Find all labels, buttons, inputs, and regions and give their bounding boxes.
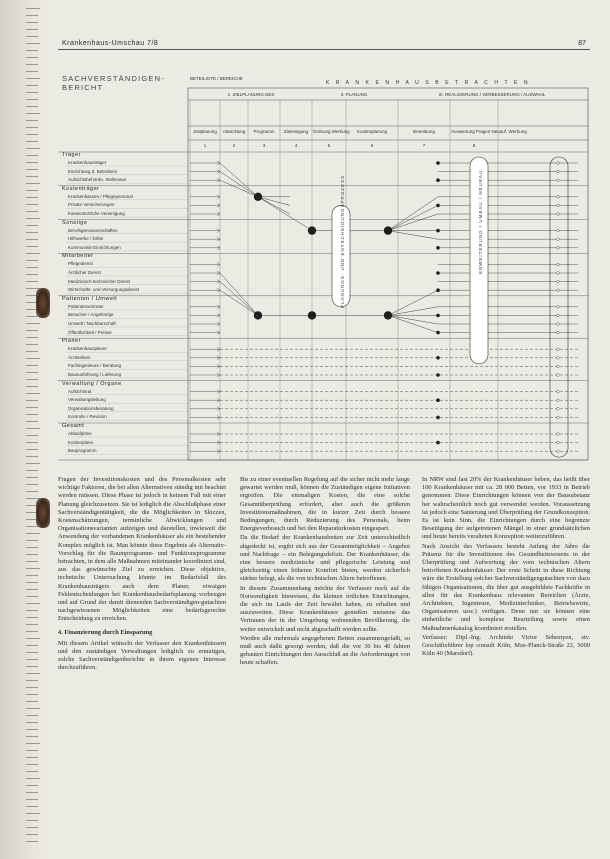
paragraph: Nach Ansicht des Verfassers besteht Anfang der Jahre die Präsenz für die Investitionen des Gesundheitswesens in der Überprüfung und Aufwertung der vom technischen Altern betroffenen Krankenhäuser. Der erste Schritt in diese Richtung wäre die Erstellung solcher Sachverständigengutachten von dazu fähigen Organisationen, die über gut ausgebildete Fachkräfte in allen für das Krankenhaus relevanten Bereichen (Ärzte, Architekten, Ingenieure, Medizintechniker, Betriebswirte, Organisatoren usw.) verfügen. Denn nur sie können eine einheitliche und komplexe Beurteilung sowie einen Maßnahmenkatalog koordiniert erstellen. <box>422 542 590 632</box>
endpoint-node <box>557 247 560 250</box>
paragraph: Werden alle mehrmals angegebenen Betten zusammengefaßt, so muß auch daßü gesorgt werden, daß die vor 30 bis 40 Jahren gebauten Einrichtungen den Ausschluß an die Anforderungen von heute schaffen. <box>240 634 410 667</box>
flow-line <box>388 290 438 315</box>
ruler-tick <box>26 708 40 709</box>
ruler-tick <box>26 743 40 744</box>
vertical-label-process: PLANUNGS- UND ENTSCHEIDUNGSPROZESS <box>340 174 345 308</box>
process-node-small <box>436 178 440 182</box>
process-node-small <box>436 229 440 233</box>
ruler-tick <box>26 246 38 247</box>
endpoint-node <box>557 331 560 334</box>
ruler-tick <box>26 148 40 149</box>
endpoint-node <box>557 289 560 292</box>
flow-line <box>388 197 438 231</box>
ruler-tick <box>26 638 40 639</box>
process-node-small <box>436 204 440 208</box>
ruler-tick <box>26 15 38 16</box>
ruler-tick <box>26 190 38 191</box>
column-number: 3 <box>262 143 266 148</box>
column-number: 4 <box>294 143 298 148</box>
process-node-small <box>436 314 440 318</box>
ruler-tick <box>26 183 40 184</box>
ruler-tick <box>26 617 38 618</box>
ruler-tick <box>26 596 38 597</box>
process-node <box>384 311 392 319</box>
process-node-small <box>436 416 440 420</box>
running-head <box>58 38 590 50</box>
endpoint-node <box>557 263 560 266</box>
ruler-tick <box>26 491 38 492</box>
ruler-tick <box>26 225 38 226</box>
column-header: Kostenplanung <box>356 129 388 134</box>
ruler-tick <box>26 673 40 674</box>
ruler-tick <box>26 274 38 275</box>
process-node <box>308 311 316 319</box>
ruler-tick <box>26 652 38 653</box>
ruler-tick <box>26 694 38 695</box>
endpoint-node <box>557 408 560 411</box>
flow-line <box>388 231 438 240</box>
ruler-tick <box>26 645 38 646</box>
ruler-tick <box>26 400 38 401</box>
endpoint-node <box>557 229 560 232</box>
phase-2-title: II. PLANUNG <box>340 92 368 97</box>
endpoint-node <box>557 162 560 165</box>
ruler-tick <box>26 407 38 408</box>
process-node-small <box>436 271 440 275</box>
ruler-tick <box>26 92 38 93</box>
participant-label: Krankenkassen / Pflegepersonal <box>68 193 133 199</box>
process-node <box>384 226 392 234</box>
participant-label: Architekten <box>68 354 91 360</box>
endpoint-node <box>557 170 560 173</box>
ruler-tick <box>26 442 38 443</box>
endpoint-node <box>557 441 560 444</box>
ruler-tick <box>26 351 38 352</box>
flow-line <box>258 197 290 206</box>
ruler-tick <box>26 575 38 576</box>
ruler-tick <box>26 764 38 765</box>
ruler-tick <box>26 134 38 135</box>
ruler-tick <box>26 267 38 268</box>
ruler-tick <box>26 666 38 667</box>
ruler-tick <box>26 806 38 807</box>
column-number: 2 <box>232 143 236 148</box>
participant-label: Medizinisch-technischer Dienst <box>68 278 131 284</box>
ruler-tick <box>26 820 38 821</box>
ruler-tick <box>26 750 38 751</box>
paragraph: Da die Bedarf der Krankenhausbetten zur Zeit unterschiedlich abgedeckt ist, ergibt sich aus der Gesamtmöglichkeit – Angebot und Nachfrage – ein Belegungsdefizit. Der Krankenhäuser, die eine bessere medizinische und pflegerische Leistung und gleichzeitig einen höheren Komfort bieten, werden sicherlich stärker belegt, als die von technischen Altern betroffenen. <box>240 534 410 583</box>
ruler-tick <box>26 568 40 569</box>
column-number: 6 <box>370 143 374 148</box>
ruler-tick <box>26 393 40 394</box>
endpoint-node <box>557 348 560 351</box>
ruler-tick <box>26 50 38 51</box>
group-title: Mitarbeiter <box>62 253 94 260</box>
participant-label: Aufsichtsbehörde, Stellenaus <box>68 177 127 183</box>
process-node-small <box>436 356 440 360</box>
ruler-tick <box>26 29 38 30</box>
group-title: Planer <box>62 338 81 345</box>
ruler-tick <box>26 526 38 527</box>
flow-line <box>388 315 438 324</box>
participant-label: Verwaltungsleitung <box>68 397 106 403</box>
participant-label: Umwelt / Nachbarschaft <box>68 321 116 326</box>
ruler-tick <box>26 113 40 114</box>
header-main: K R A N K E N H A U S B E T R A C H T E N <box>325 80 531 86</box>
endpoint-node <box>557 399 560 402</box>
participant-label: Einrichtung d. Betreibers <box>68 168 118 174</box>
participant-label: Kassenärztliche Vereinigung <box>68 211 125 216</box>
process-diagram <box>58 72 590 464</box>
article-columns <box>58 476 590 846</box>
participant-label: Patientenvertreter <box>68 303 104 309</box>
report-label: SACHVERSTÄNDIGEN- BERICHT <box>62 74 165 92</box>
ruler-tick <box>26 365 38 366</box>
process-node-small <box>436 288 440 292</box>
flow-line <box>388 205 438 230</box>
phase-3-title: III. REALISIERUNG / VERBESSERUNG / AUSWAHL <box>438 92 546 97</box>
ruler-tick <box>26 484 38 485</box>
participant-label: Ärztlicher Dienst <box>68 270 101 275</box>
process-node <box>308 226 316 234</box>
endpoint-node <box>557 365 560 368</box>
column-header: Programm <box>253 129 275 134</box>
endpoint-node <box>557 433 560 436</box>
ruler-tick <box>26 358 40 359</box>
column-header: Auswertung Fragen Neuauf. Werbung <box>451 129 527 134</box>
endpoint-node <box>557 416 560 419</box>
flow-line <box>258 197 312 231</box>
journal-title: Krankenhaus-Umschau 7/8 <box>62 40 159 47</box>
participant-label: Wirtschafts- und Versorgungsdienst <box>68 287 140 293</box>
column-header: Zieleinigung <box>283 129 309 134</box>
ruler-tick <box>26 78 40 79</box>
flow-line <box>258 197 290 214</box>
ruler-tick <box>26 162 38 163</box>
endpoint-node <box>557 213 560 216</box>
ruler-tick <box>26 547 38 548</box>
phase-1-title: 1. ZIELPLANUNG DES <box>227 92 275 97</box>
document-page <box>58 38 590 848</box>
group-title: Kostenträger <box>62 185 100 192</box>
ruler-tick <box>26 722 38 723</box>
punch-hole <box>36 288 50 318</box>
ruler-tick <box>26 337 38 338</box>
group-title: Verwaltung / Organe <box>62 380 122 387</box>
ruler-tick <box>26 197 38 198</box>
endpoint-node <box>557 272 560 275</box>
participant-label: Hilfswerke / Dritte <box>68 236 104 242</box>
column-number: 8 <box>472 143 476 148</box>
ruler-tick <box>26 582 38 583</box>
participant-label: Kommunale Einrichtungen <box>68 244 121 250</box>
ruler-tick <box>26 99 38 100</box>
ruler-tick <box>26 799 38 800</box>
endpoint-node <box>557 196 560 199</box>
column-header: Zeitplanung <box>193 129 217 134</box>
ruler-tick <box>26 85 38 86</box>
paragraph: Verfasser: Dipl.-Ing. Architekt Victor Sebestyen, stv. Geschäftsführer lop consult Köln, Max-Planck-Straße 22, 5000 Köln 40 (Marsdorf). <box>422 633 590 658</box>
text-column-2 <box>240 476 410 836</box>
ruler-tick <box>26 715 38 716</box>
ruler-tick <box>26 624 38 625</box>
ruler-tick <box>26 554 38 555</box>
column-number: 7 <box>422 143 426 148</box>
participant-label: Berufsgenossenschaften <box>68 227 118 233</box>
ruler-tick <box>26 813 40 814</box>
vertical-label-construction: ERWEITERUNG / UMBAU / NEUBAU <box>478 169 483 274</box>
process-node-small <box>436 246 440 250</box>
ruler-tick <box>26 22 38 23</box>
ruler-tick <box>26 120 38 121</box>
process-node-small <box>436 331 440 335</box>
ruler-tick <box>26 330 38 331</box>
participant-label: Ablaufpläne <box>68 431 92 436</box>
binder-margin <box>0 0 48 859</box>
ruler-tick <box>26 421 38 422</box>
ruler-tick <box>26 736 38 737</box>
participant-label: Aufsichtsrat <box>68 388 92 394</box>
ruler-tick <box>26 778 40 779</box>
participant-label: Kontrolle / Revision <box>68 414 107 420</box>
participant-label: Krankenhausplaner <box>68 346 108 352</box>
header-rule <box>58 49 590 50</box>
ruler-tick <box>26 729 38 730</box>
ruler-tick <box>26 771 38 772</box>
column-header: Ordnung Werkung <box>313 129 350 134</box>
ruler-tick <box>26 36 38 37</box>
ruler-tick <box>26 561 38 562</box>
ruler-tick <box>26 239 38 240</box>
ruler-tick <box>26 449 38 450</box>
ruler-tick <box>26 127 38 128</box>
group-title: Gesamt <box>62 423 85 429</box>
text-column-1 <box>58 476 226 836</box>
ruler-tick <box>26 841 38 842</box>
ruler-tick <box>26 323 40 324</box>
ruler-tick <box>26 232 38 233</box>
participant-label: Bauprogramm <box>68 448 97 454</box>
endpoint-node <box>557 390 560 393</box>
endpoint-node <box>557 314 560 317</box>
process-node <box>254 193 262 201</box>
ruler-tick <box>26 540 38 541</box>
ruler-tick <box>26 141 38 142</box>
ruler-tick <box>26 64 38 65</box>
ruler-tick <box>26 834 38 835</box>
ruler-tick <box>26 428 40 429</box>
endpoint-node <box>557 357 560 360</box>
paragraph: In NRW sind fast 20% der Krankenhäuser heben, das heißt über 100 Krankenhäuser mit ca. 28 000 Betten, vor 1933 in Betrieb genommen. Diese Einrichtungen können von der Bausubstanz her wahrscheinlich noch gut verwendet werden. Voraussetzung ist jedoch eine Sanierung und Überprüfung der Grundkonzeption. Es ist kein Sinn, die Einrichtungen durch eine begrenzte Beseitigung der aufgetretenen Mängel in einer grundsätzlichen und heute bereits veralteten Konzeption weiterzuführen. <box>422 476 590 541</box>
endpoint-node <box>557 374 560 377</box>
ruler-tick <box>26 106 38 107</box>
ruler-tick <box>26 281 38 282</box>
page-number: 87 <box>578 40 586 47</box>
ruler-tick <box>26 477 38 478</box>
ruler-tick <box>26 757 38 758</box>
participant-label: Pflegedienst <box>68 261 93 267</box>
ruler-tick <box>26 414 38 415</box>
flow-line <box>220 163 258 197</box>
ruler-tick <box>26 533 40 534</box>
ruler-tick <box>26 631 38 632</box>
participant-label: Kostenpläne <box>68 439 94 445</box>
participant-label: Besucher / Angehörige <box>68 312 114 318</box>
binder-ruler-marks <box>26 0 40 859</box>
ruler-tick <box>26 463 40 464</box>
endpoint-node <box>557 204 560 207</box>
column-header: Abwicklung <box>222 129 246 134</box>
section-heading: 4. Finanzierung durch Einsparung <box>58 628 153 636</box>
participant-label: Bauausführung / Lieferung <box>68 372 122 377</box>
ruler-tick <box>26 785 38 786</box>
process-node-small <box>436 441 440 445</box>
ruler-tick <box>26 372 38 373</box>
ruler-tick <box>26 792 38 793</box>
ruler-tick <box>26 260 38 261</box>
ruler-tick <box>26 8 40 9</box>
paragraph: Fragen der Investitionskosten und des Personalkosten sehr wichtige Faktoren, die bei allen Alternativen ständig mit beachtet werden müssen. Diese Phase ist jedoch in keinem Fall mit einer Planung gleichzusetzen. Sie ist lediglich die Abschlußphase einer Sachverständigentätigkeit, die die Möglichkeiten in Skizzen, Kostenschätzungen, terminliche Abwicklungen und Organisationsvarianten aufzeigen und darstellen, inwieweit die Anwendung der vorhandenen Krankenhäuser als ein bestehender Komplex möglich ist. Man könnte diese Ergebnis als Alternativ-Vorschlag für die Raumprogramm- und Funktionsprogramme betrachten, in dem alle Maßnahmen miteinander koordiniert sind, aus das gewünschte Ziel zu erreichen. Diese objektive, technische Untersuchung könnte im Bedarfsfall des Krankenhausträgers auch dem Planer, etwaigen Fehlentscheidungen bei Krankenhausbedarfsplanung vorbeugen und auf Grund der damit dienenden Sachverständigen-gutachten nachgewiesenen Möglichkeiten eine bedarfsgerechte Entscheidung zu erreichen. <box>58 476 226 623</box>
paragraph: In diesem Zusammenhang möchte der Verfasser noch auf die Notwendigkeit hinweisen, die kleinen örtlichen Einrichtungen, die sich im Laufe der Zeit bewährt haben, zu erhalten und auszuweiten. Diese Krankenhäuser genießen meistens das Vertrauen der in der Umgebung wohnenden Bevölkerung, die weiter entwickelt und nicht abgeschafft werden sollte. <box>240 584 410 633</box>
ruler-tick <box>26 610 38 611</box>
ruler-tick <box>26 379 38 380</box>
participant-label: Krankenhausträger <box>68 160 107 165</box>
endpoint-node <box>557 306 560 309</box>
ruler-tick <box>26 701 38 702</box>
process-node-small <box>436 398 440 402</box>
ruler-tick <box>26 155 38 156</box>
ruler-tick <box>26 316 38 317</box>
endpoint-node <box>557 280 560 283</box>
ruler-tick <box>26 211 38 212</box>
flow-line <box>220 172 258 197</box>
ruler-tick <box>26 687 38 688</box>
paragraph: Bis zu einer eventuellen Regelung auf die sicher nicht mehr lange gewartet werden muß, können die Zuständigen eigene Initiativen ergreifen. Die einmaligen Kosten, die eine solche Gesamtüberprüfung erfordert, aber auch die größeren Investitionsmaßnahmen, die in kurzer Zeit durch bessere Bedingungen, durch Reduzierung des Personals, beim Energieverbrauch und bei den Reparaturkosten eingespart. <box>240 476 410 533</box>
ruler-tick <box>26 176 38 177</box>
column-number: 1 <box>203 143 207 148</box>
endpoint-node <box>557 323 560 326</box>
ruler-tick <box>26 659 38 660</box>
flow-line <box>388 315 438 332</box>
punch-hole <box>36 498 50 528</box>
participant-label: Fachingenieure / Beratung <box>68 363 122 369</box>
participant-label: Private Versicherungen <box>68 202 115 208</box>
ruler-tick <box>26 71 38 72</box>
process-node-small <box>436 373 440 377</box>
ruler-tick <box>26 253 40 254</box>
ruler-tick <box>26 43 40 44</box>
endpoint-node <box>557 450 560 453</box>
ruler-tick <box>26 169 38 170</box>
ruler-tick <box>26 603 40 604</box>
flow-line <box>220 282 258 316</box>
flow-line <box>388 214 438 231</box>
column-header: Betreibung <box>413 129 435 134</box>
process-node <box>254 311 262 319</box>
flow-line <box>220 180 258 197</box>
ruler-tick <box>26 386 38 387</box>
ruler-tick <box>26 680 38 681</box>
paragraph: Mit diesem Artikel wünscht der Verfasser den Krankenhäusern und den zuständigen Verwaltungen lediglich zu ermutigen, solche Sachverständigenberichte in ihrem eigenen Interesse durchzuführen. <box>58 639 226 672</box>
ruler-tick <box>26 344 38 345</box>
ruler-tick <box>26 435 38 436</box>
group-title: Träger <box>62 152 81 158</box>
group-title: Patienten / Umwelt <box>62 295 118 302</box>
header-participants: BETEILIGTE / BEREICHE <box>190 76 243 81</box>
ruler-tick <box>26 204 38 205</box>
column-number: 5 <box>327 143 331 148</box>
endpoint-node <box>557 179 560 182</box>
text-column-3 <box>422 476 590 836</box>
ruler-tick <box>26 456 38 457</box>
ruler-tick <box>26 470 38 471</box>
participant-label: Öffentlichkeit / Presse <box>68 329 112 335</box>
process-node-small <box>436 161 440 165</box>
ruler-tick <box>26 57 38 58</box>
flow-line <box>388 307 438 316</box>
endpoint-node <box>557 238 560 241</box>
ruler-tick <box>26 589 38 590</box>
participant-label: Organisationsberatung <box>68 405 114 411</box>
group-title: Sonstige <box>62 219 88 226</box>
ruler-tick <box>26 218 40 219</box>
ruler-tick <box>26 827 38 828</box>
